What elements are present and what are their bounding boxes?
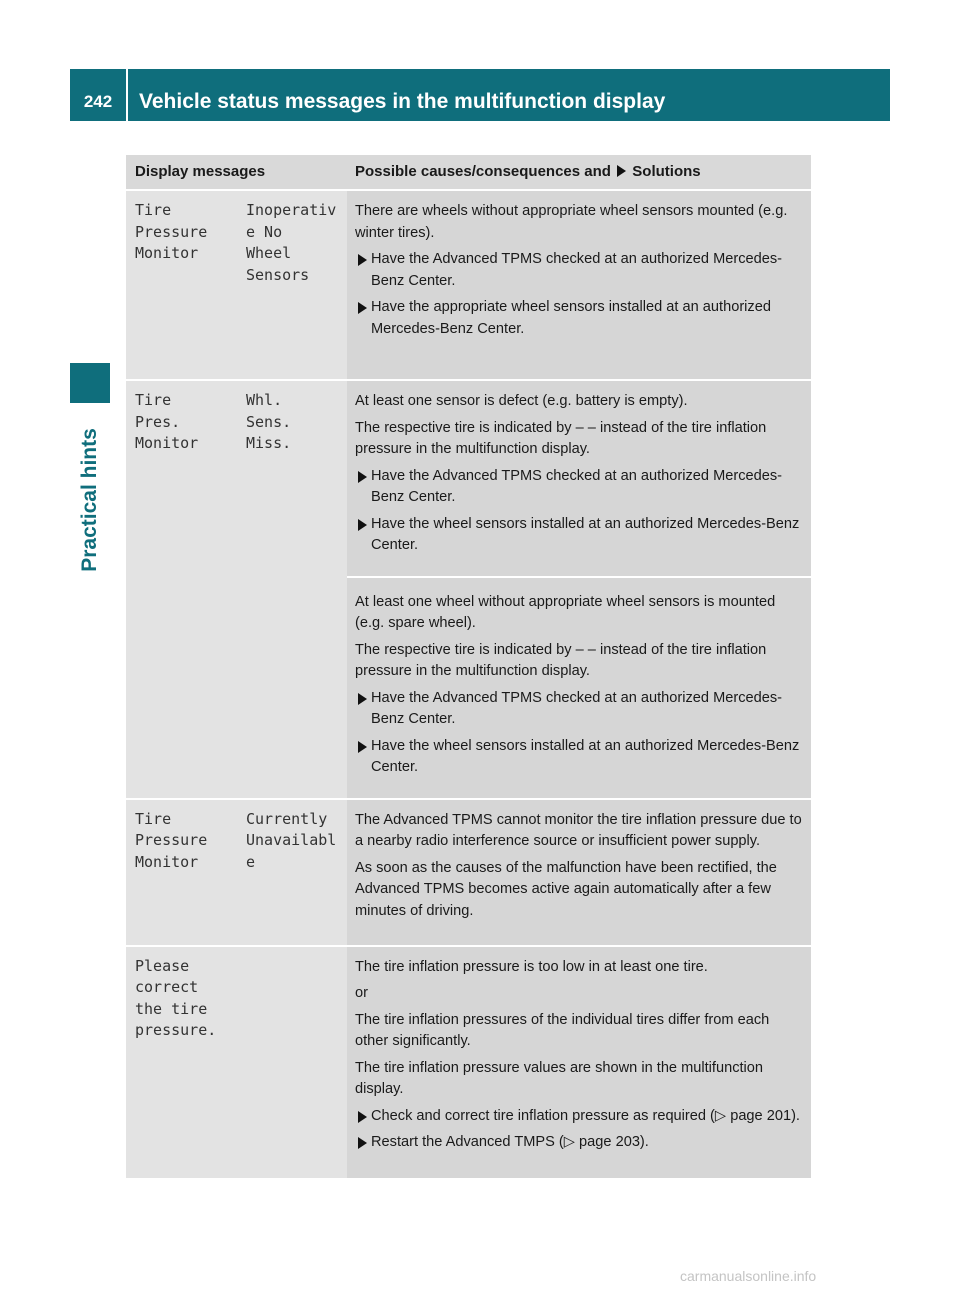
solution-text: Have the wheel sensors installed at an authorized Mercedes-Benz Center. xyxy=(371,737,800,775)
display-message-line2: Inoperativ e No Wheel Sensors xyxy=(237,191,347,379)
action-arrow-icon xyxy=(358,254,367,266)
table-row xyxy=(126,947,811,1180)
action-arrow-icon xyxy=(358,1137,367,1149)
header-display-messages: Display messages xyxy=(135,163,266,180)
cause-text: At least one sensor is defect (e.g. battery is empty). xyxy=(355,393,688,409)
display-message-line1: Tire Pressure Monitor xyxy=(126,800,237,945)
cause-text: At least one wheel without appropriate wheel sensors is mounted (e.g. spare wheel). xyxy=(355,593,776,631)
display-message-line1: Tire Pres. Monitor xyxy=(126,381,237,798)
causes-solutions-cell xyxy=(347,800,811,945)
solution-text: Have the Advanced TPMS checked at an authorized Mercedes-Benz Center. xyxy=(371,689,783,727)
header-causes-suffix: Solutions xyxy=(632,163,701,180)
solution-step xyxy=(355,249,805,292)
solution-step xyxy=(355,736,805,779)
cause-block xyxy=(347,381,811,576)
action-arrow-icon xyxy=(358,693,367,705)
solution-step xyxy=(355,297,805,340)
action-arrow-icon xyxy=(358,471,367,483)
cause-text: The Advanced TPMS cannot monitor the tire inflation pressure due to a nearby radio interference source or insufficient power supply. xyxy=(355,811,802,849)
header-divider xyxy=(126,69,128,121)
action-arrow-icon xyxy=(358,1111,367,1123)
table-header xyxy=(126,155,811,191)
action-arrow-icon xyxy=(358,519,367,531)
solution-step xyxy=(355,466,805,509)
cause-text: The tire inflation pressure values are shown in the multifunction display. xyxy=(355,1059,764,1097)
watermark: carmanualsonline.info xyxy=(680,1268,817,1284)
cause-text: or xyxy=(355,985,368,1001)
cause-text: The respective tire is indicated by – – instead of the tire inflation pressure in the multifunction display. xyxy=(355,641,767,679)
page-number: 242 xyxy=(83,92,113,111)
header-causes-prefix: Possible causes/consequences and xyxy=(355,163,611,180)
cause-block xyxy=(347,576,811,798)
cause-text: There are wheels without appropriate wheel sensors mounted (e.g. winter tires). xyxy=(355,203,788,241)
table-row xyxy=(126,191,811,381)
cause-block xyxy=(347,191,811,359)
solution-text: Have the wheel sensors installed at an authorized Mercedes-Benz Center. xyxy=(371,515,800,553)
solution-text: Have the appropriate wheel sensors installed at an authorized Mercedes-Benz Center. xyxy=(371,299,771,337)
display-message-line1: Please correct the tire pressure. xyxy=(126,947,237,1178)
solution-step xyxy=(355,1106,805,1128)
solution-step xyxy=(355,1132,805,1154)
display-message-line2 xyxy=(237,947,347,1178)
table-body xyxy=(126,191,811,1180)
cause-text: The respective tire is indicated by – – instead of the tire inflation pressure in the multifunction display. xyxy=(355,419,767,457)
causes-solutions-cell xyxy=(347,947,811,1178)
page-title: Vehicle status messages in the multifunction display xyxy=(139,90,666,113)
causes-solutions-cell xyxy=(347,381,811,798)
solution-step xyxy=(355,688,805,731)
display-message-line2: Whl. Sens. Miss. xyxy=(237,381,347,798)
cause-text: The tire inflation pressures of the individual tires differ from each other significantly. xyxy=(355,1011,770,1049)
solution-text: Have the Advanced TPMS checked at an authorized Mercedes-Benz Center. xyxy=(371,467,783,505)
solution-step xyxy=(355,514,805,557)
section-tab xyxy=(70,410,110,590)
cause-block xyxy=(347,947,811,1173)
table-row xyxy=(126,800,811,947)
causes-solutions-cell xyxy=(347,191,811,379)
table-row xyxy=(126,381,811,800)
header-causes-solutions xyxy=(347,155,811,189)
section-marker xyxy=(70,363,110,403)
section-tab-label: Practical hints xyxy=(78,428,101,572)
cause-text: The tire inflation pressure is too low in at least one tire. xyxy=(355,958,708,975)
display-message-line1: Tire Pressure Monitor xyxy=(126,191,237,379)
action-arrow-icon xyxy=(358,302,367,314)
cause-block xyxy=(347,800,811,942)
solution-text: Check and correct tire inflation pressure as required (▷ page 201). xyxy=(371,1107,800,1124)
solution-text: Restart the Advanced TMPS (▷ page 203). xyxy=(371,1134,649,1150)
display-message-line2: Currently Unavailabl e xyxy=(237,800,347,945)
solution-text: Have the Advanced TPMS checked at an authorized Mercedes-Benz Center. xyxy=(371,251,783,289)
action-arrow-icon xyxy=(358,741,367,753)
status-messages-table xyxy=(126,155,811,1180)
action-arrow-icon xyxy=(617,165,626,177)
cause-text: As soon as the causes of the malfunction have been rectified, the Advanced TPMS becomes active again automatically after a few minutes of driving. xyxy=(355,859,777,919)
